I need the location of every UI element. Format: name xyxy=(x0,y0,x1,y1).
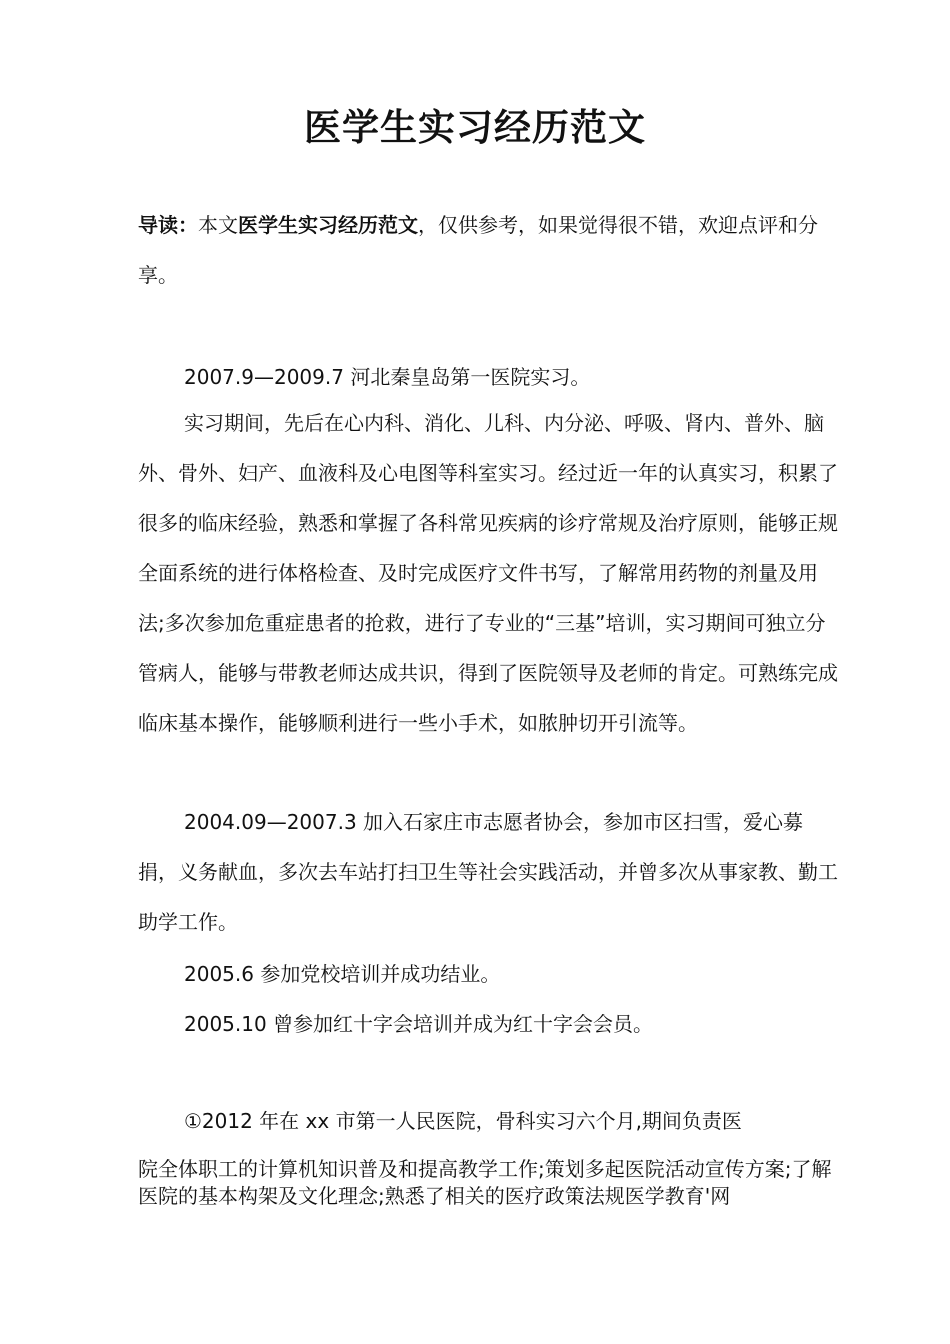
paragraph-volunteer: 2004.09—2007.3 加入石家庄市志愿者协会，参加市区扫雪，爱心募捐，义务献血，多次去车站打扫卫生等社会实践活动，并曾多次从事家教、勤工助学工作。 xyxy=(138,810,838,934)
intro-text-after: ，仅供参考，如果觉得很不错，欢迎点评和分享。 xyxy=(138,213,818,287)
intro-text-before: 本文 xyxy=(198,213,238,237)
paragraph-orthopedics: ①2012 年在 xx 市第一人民医院，骨科实习六个月,期间负责医 xyxy=(184,1109,742,1133)
paragraph-hospital-work: 院全体职工的计算机知识普及和提高教学工作;策划多起医院活动宣传方案;了解医院的基本构架及文化理念;熟悉了相关的医疗政策法规医学教育'网 xyxy=(138,1157,832,1208)
intro-bold-title: 医学生实习经历范文 xyxy=(238,213,418,237)
paragraph-red-cross: 2005.10 曾参加红十字会培训并成为红十字会会员。 xyxy=(184,1012,654,1036)
intro-label: 导读： xyxy=(138,213,198,237)
paragraph-internship-period: 2007.9—2009.7 河北秦皇岛第一医院实习。 xyxy=(184,365,591,389)
paragraph-party-school: 2005.6 参加党校培训并成功结业。 xyxy=(184,962,501,986)
document-title: 医学生实习经历范文 xyxy=(304,106,646,149)
intro-paragraph xyxy=(138,200,838,300)
paragraph-internship-details: 实习期间，先后在心内科、消化、儿科、内分泌、呼吸、肾内、普外、脑外、骨外、妇产、血液科及心电图等科室实习。经过近一年的认真实习，积累了很多的临床经验，熟悉和掌握了各科常见疾病的诊疗常规及治疗原则，能够正规全面系统的进行体格检查、及时完成医疗文件书写，了解常用药物的剂量及用法;多次参加危重症患者的抢救，进行了专业的“三基”培训，实习期间可独立分管病人，能够与带教老师达成共识，得到了医院领导及老师的肯定。可熟练完成临床基本操作，能够顺利进行一些小手术，如脓肿切开引流等。 xyxy=(138,411,838,735)
